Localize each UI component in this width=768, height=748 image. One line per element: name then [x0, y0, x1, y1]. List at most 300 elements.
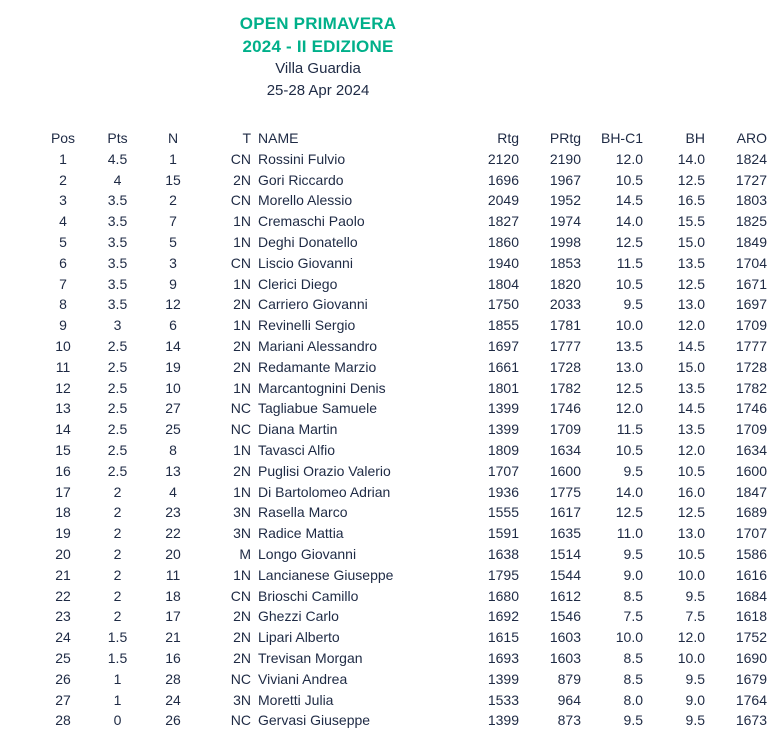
cell-name: Deghi Donatello: [258, 233, 358, 250]
cell-prtg: 2033: [549, 296, 581, 313]
cell-bh-c1: 8.5: [623, 670, 643, 687]
cell-pts: 2: [113, 566, 122, 583]
table-row: [38, 461, 767, 482]
cell-name: Mariani Alessandro: [258, 337, 378, 354]
table-row: [38, 149, 767, 170]
cell-t: NC: [230, 421, 251, 438]
cell-pos: 8: [59, 296, 67, 313]
cell-t: NC: [230, 400, 251, 417]
cell-bh-c1: 13.5: [615, 337, 643, 354]
cell-n: 6: [169, 317, 177, 334]
cell-aro: 1690: [735, 649, 767, 666]
cell-pos: 23: [55, 608, 71, 625]
cell-t: 2N: [233, 296, 251, 313]
cell-aro: 1746: [735, 400, 767, 417]
cell-aro: 1728: [735, 358, 767, 375]
cell-n: 2: [169, 192, 177, 209]
table-row: [38, 378, 767, 399]
cell-pos: 24: [55, 629, 71, 646]
cell-aro: 1586: [735, 545, 767, 562]
table-row: [38, 190, 767, 211]
cell-aro: 1671: [735, 275, 767, 292]
standings-body: [38, 149, 767, 731]
cell-prtg: 873: [557, 712, 581, 729]
cell-name: Gervasi Giuseppe: [258, 712, 371, 729]
cell-n: 11: [165, 566, 181, 583]
cell-n: 7: [169, 213, 177, 230]
cell-pos: 19: [55, 525, 71, 542]
cell-prtg: 1544: [549, 566, 581, 583]
cell-n: 24: [165, 691, 181, 708]
cell-prtg: 964: [557, 691, 581, 708]
cell-rtg: 1692: [487, 608, 519, 625]
cell-rtg: 1680: [487, 587, 519, 604]
cell-aro: 1697: [735, 296, 767, 313]
cell-pts: 3.5: [107, 233, 128, 250]
standings-table: [38, 128, 767, 731]
cell-pos: 1: [59, 150, 67, 167]
cell-prtg: 1709: [549, 421, 581, 438]
cell-n: 27: [165, 400, 181, 417]
tournament-dates: 25-28 Apr 2024: [266, 82, 370, 99]
cell-pos: 15: [55, 441, 71, 458]
cell-aro: 1673: [735, 712, 767, 729]
cell-n: 4: [169, 483, 177, 500]
cell-n: 10: [165, 379, 181, 396]
cell-rtg: 1399: [487, 400, 519, 417]
cell-prtg: 1746: [549, 400, 581, 417]
cell-n: 9: [169, 275, 177, 292]
cell-pts: 3.5: [107, 213, 128, 230]
cell-name: Di Bartolomeo Adrian: [258, 483, 391, 500]
cell-pts: 3: [113, 317, 122, 334]
table-row: [38, 606, 767, 627]
cell-pts: 0: [113, 712, 122, 729]
cell-pts: 3.5: [107, 192, 128, 209]
cell-bh-c1: 12.0: [615, 400, 643, 417]
cell-rtg: 1693: [487, 649, 519, 666]
cell-bh: 16.5: [677, 192, 705, 209]
cell-bh: 16.0: [677, 483, 705, 500]
cell-name: Morello Alessio: [258, 192, 353, 209]
cell-prtg: 1853: [549, 254, 581, 271]
column-header-prtg: PRtg: [549, 130, 581, 146]
cell-n: 17: [165, 608, 181, 625]
cell-n: 3: [169, 254, 177, 271]
table-row: [38, 648, 767, 669]
cell-name: Moretti Julia: [258, 691, 334, 708]
column-header-aro: ARO: [736, 130, 767, 146]
cell-aro: 1709: [735, 317, 767, 334]
cell-rtg: 1795: [487, 566, 519, 583]
cell-prtg: 1617: [549, 504, 581, 521]
table-row: [38, 357, 767, 378]
cell-aro: 1600: [735, 462, 767, 479]
cell-pts: 1: [113, 670, 122, 687]
cell-aro: 1709: [735, 421, 767, 438]
cell-prtg: 1603: [549, 629, 581, 646]
cell-pos: 7: [59, 275, 67, 292]
cell-pos: 28: [55, 712, 71, 729]
cell-t: 3N: [233, 525, 251, 542]
cell-pos: 5: [59, 233, 67, 250]
cell-t: CN: [230, 192, 251, 209]
cell-name: Trevisan Morgan: [258, 649, 363, 666]
table-row: [38, 565, 767, 586]
cell-prtg: 879: [557, 670, 581, 687]
cell-bh: 10.0: [677, 649, 705, 666]
cell-rtg: 1827: [487, 213, 519, 230]
cell-t: 2N: [233, 337, 251, 354]
cell-name: Revinelli Sergio: [258, 317, 356, 334]
cell-name: Lipari Alberto: [258, 629, 340, 646]
cell-n: 8: [169, 441, 177, 458]
cell-pos: 11: [55, 358, 71, 375]
cell-name: Viviani Andrea: [258, 670, 348, 687]
table-row: [38, 523, 767, 544]
cell-aro: 1752: [735, 629, 767, 646]
cell-name: Rasella Marco: [258, 504, 348, 521]
cell-t: 3N: [233, 691, 251, 708]
cell-bh: 13.5: [677, 421, 705, 438]
column-header-name: NAME: [258, 130, 299, 146]
cell-n: 13: [165, 462, 181, 479]
column-header-bh-c1: BH-C1: [600, 130, 643, 146]
cell-bh: 14.0: [677, 150, 705, 167]
cell-name: Redamante Marzio: [258, 358, 377, 375]
table-row: [38, 315, 767, 336]
table-row: [38, 669, 767, 690]
cell-pts: 2.5: [107, 358, 128, 375]
cell-bh-c1: 14.5: [615, 192, 643, 209]
cell-bh: 12.0: [677, 629, 705, 646]
cell-n: 21: [165, 629, 181, 646]
cell-t: 2N: [233, 649, 251, 666]
cell-bh: 10.5: [677, 462, 705, 479]
cell-t: CN: [230, 254, 251, 271]
cell-n: 18: [165, 587, 181, 604]
cell-prtg: 1998: [549, 233, 581, 250]
cell-bh-c1: 9.0: [623, 566, 643, 583]
table-row: [38, 710, 767, 731]
cell-pos: 4: [59, 213, 67, 230]
cell-bh: 7.5: [685, 608, 705, 625]
cell-pts: 3.5: [107, 275, 128, 292]
cell-t: 3N: [233, 504, 251, 521]
cell-prtg: 1514: [549, 545, 581, 562]
cell-bh: 13.0: [677, 296, 705, 313]
cell-prtg: 1635: [549, 525, 581, 542]
cell-pos: 21: [55, 566, 71, 583]
cell-rtg: 1697: [487, 337, 519, 354]
cell-t: NC: [230, 712, 251, 729]
cell-bh-c1: 12.5: [615, 233, 643, 250]
cell-t: 1N: [233, 275, 251, 292]
cell-bh: 9.5: [685, 712, 705, 729]
table-row: [38, 586, 767, 607]
cell-prtg: 1728: [549, 358, 581, 375]
cell-n: 25: [165, 421, 181, 438]
table-row: [38, 336, 767, 357]
cell-t: 1N: [233, 317, 251, 334]
standings-header-row: [38, 128, 767, 149]
cell-aro: 1689: [735, 504, 767, 521]
cell-bh-c1: 13.0: [615, 358, 643, 375]
cell-rtg: 1696: [487, 171, 519, 188]
cell-pos: 13: [55, 400, 71, 417]
column-header-n: N: [167, 130, 179, 146]
cell-t: 2N: [233, 462, 251, 479]
cell-bh-c1: 12.5: [615, 379, 643, 396]
column-header-bh: BH: [685, 130, 705, 146]
cell-bh: 10.5: [677, 545, 705, 562]
cell-pos: 6: [59, 254, 67, 271]
cell-aro: 1618: [735, 608, 767, 625]
cell-pos: 14: [55, 421, 71, 438]
cell-pts: 4.5: [107, 150, 128, 167]
cell-bh-c1: 11.5: [616, 254, 643, 271]
cell-pts: 2.5: [107, 421, 128, 438]
cell-rtg: 1555: [487, 504, 519, 521]
cell-pts: 2: [113, 504, 122, 521]
cell-name: Puglisi Orazio Valerio: [258, 462, 391, 479]
cell-pos: 3: [59, 192, 67, 209]
cell-bh: 9.0: [685, 691, 705, 708]
table-row: [38, 502, 767, 523]
cell-bh: 12.0: [677, 441, 705, 458]
cell-n: 16: [165, 649, 181, 666]
table-row: [38, 690, 767, 711]
cell-name: Liscio Giovanni: [258, 254, 353, 271]
cell-aro: 1707: [735, 525, 767, 542]
cell-n: 12: [165, 296, 181, 313]
cell-name: Gori Riccardo: [258, 171, 344, 188]
table-row: [38, 544, 767, 565]
table-row: [38, 440, 767, 461]
cell-pts: 2.5: [107, 462, 128, 479]
tournament-location: Villa Guardia: [275, 60, 361, 77]
cell-n: 26: [165, 712, 181, 729]
document-header: [0, 12, 636, 102]
cell-pos: 18: [55, 504, 71, 521]
cell-aro: 1847: [735, 483, 767, 500]
cell-t: NC: [230, 670, 251, 687]
cell-bh: 14.5: [677, 400, 705, 417]
cell-t: 2N: [233, 358, 251, 375]
cell-bh: 14.5: [677, 337, 705, 354]
cell-name: Ghezzi Carlo: [258, 608, 339, 625]
cell-bh-c1: 11.0: [616, 525, 643, 542]
cell-pos: 2: [59, 171, 67, 188]
cell-aro: 1764: [735, 691, 767, 708]
cell-name: Diana Martin: [258, 421, 338, 438]
cell-bh-c1: 10.5: [615, 275, 643, 292]
cell-pos: 27: [55, 691, 71, 708]
cell-pos: 10: [55, 337, 71, 354]
cell-pts: 1: [113, 691, 122, 708]
cell-pos: 22: [55, 587, 71, 604]
table-row: [38, 294, 767, 315]
cell-rtg: 1399: [487, 670, 519, 687]
cell-bh: 12.5: [677, 171, 705, 188]
cell-bh: 15.0: [677, 358, 705, 375]
cell-n: 22: [165, 525, 181, 542]
cell-aro: 1803: [735, 192, 767, 209]
cell-n: 19: [165, 358, 181, 375]
cell-n: 20: [165, 545, 181, 562]
cell-bh: 13.5: [677, 254, 705, 271]
cell-n: 28: [165, 670, 181, 687]
cell-bh: 13.0: [677, 525, 705, 542]
cell-bh: 12.0: [677, 317, 705, 334]
cell-prtg: 1967: [549, 171, 581, 188]
cell-aro: 1849: [735, 233, 767, 250]
column-header-pos: Pos: [50, 130, 76, 146]
table-row: [38, 232, 767, 253]
cell-bh-c1: 10.0: [615, 629, 643, 646]
cell-rtg: 1804: [487, 275, 519, 292]
cell-t: 1N: [233, 483, 251, 500]
cell-bh-c1: 8.0: [623, 691, 643, 708]
cell-rtg: 1661: [487, 358, 519, 375]
cell-rtg: 2120: [487, 150, 519, 167]
cell-prtg: 1782: [549, 379, 581, 396]
cell-aro: 1704: [735, 254, 767, 271]
tournament-edition: 2024 - II EDIZIONE: [242, 37, 394, 56]
cell-name: Carriero Giovanni: [258, 296, 368, 313]
cell-bh-c1: 14.0: [615, 213, 643, 230]
cell-name: Lancianese Giuseppe: [258, 566, 394, 583]
cell-pts: 3.5: [107, 254, 128, 271]
cell-aro: 1634: [735, 441, 767, 458]
cell-bh-c1: 8.5: [623, 587, 643, 604]
table-row: [38, 170, 767, 191]
cell-aro: 1777: [735, 337, 767, 354]
cell-aro: 1782: [735, 379, 767, 396]
cell-bh: 9.5: [685, 670, 705, 687]
cell-rtg: 1399: [487, 712, 519, 729]
cell-n: 14: [165, 337, 181, 354]
cell-pts: 1.5: [107, 629, 128, 646]
cell-aro: 1825: [735, 213, 767, 230]
table-row: [38, 419, 767, 440]
cell-pts: 2.5: [107, 400, 128, 417]
table-row: [38, 211, 767, 232]
cell-bh-c1: 9.5: [623, 545, 643, 562]
cell-aro: 1616: [735, 566, 767, 583]
cell-n: 1: [169, 150, 177, 167]
cell-rtg: 1707: [487, 462, 519, 479]
cell-prtg: 1974: [549, 213, 581, 230]
cell-rtg: 1940: [487, 254, 519, 271]
cell-prtg: 1775: [549, 483, 581, 500]
cell-bh-c1: 9.5: [623, 462, 643, 479]
cell-n: 23: [165, 504, 181, 521]
cell-prtg: 1612: [549, 587, 581, 604]
cell-aro: 1684: [735, 587, 767, 604]
table-row: [38, 253, 767, 274]
cell-aro: 1679: [735, 670, 767, 687]
cell-pos: 17: [55, 483, 71, 500]
cell-bh-c1: 10.5: [615, 441, 643, 458]
cell-t: 2N: [233, 171, 251, 188]
cell-rtg: 1399: [487, 421, 519, 438]
cell-bh-c1: 12.0: [615, 150, 643, 167]
cell-bh: 12.5: [677, 504, 705, 521]
cell-pts: 2: [113, 525, 122, 542]
cell-pts: 2: [113, 587, 122, 604]
cell-t: 1N: [233, 566, 251, 583]
cell-pos: 12: [55, 379, 71, 396]
cell-pos: 16: [55, 462, 71, 479]
cell-bh-c1: 9.5: [623, 296, 643, 313]
cell-t: 1N: [233, 441, 251, 458]
cell-name: Clerici Diego: [258, 275, 338, 292]
cell-rtg: 1801: [487, 379, 519, 396]
cell-pos: 20: [55, 545, 71, 562]
cell-name: Tagliabue Samuele: [258, 400, 378, 417]
table-row: [38, 274, 767, 295]
cell-pts: 1.5: [107, 649, 128, 666]
cell-bh: 9.5: [685, 587, 705, 604]
cell-pts: 4: [113, 171, 122, 188]
cell-pts: 2.5: [107, 379, 128, 396]
cell-bh: 12.5: [677, 275, 705, 292]
cell-aro: 1824: [735, 150, 767, 167]
cell-name: Longo Giovanni: [258, 545, 357, 562]
cell-bh: 13.5: [677, 379, 705, 396]
table-row: [38, 482, 767, 503]
cell-t: 2N: [233, 608, 251, 625]
cell-prtg: 1781: [549, 317, 581, 334]
cell-bh: 10.0: [677, 566, 705, 583]
cell-bh: 15.5: [677, 213, 705, 230]
cell-bh-c1: 11.5: [616, 421, 643, 438]
cell-bh-c1: 10.0: [615, 317, 643, 334]
cell-rtg: 1591: [487, 525, 519, 542]
cell-t: CN: [230, 150, 251, 167]
cell-aro: 1727: [735, 171, 767, 188]
cell-rtg: 1936: [487, 483, 519, 500]
cell-bh-c1: 7.5: [623, 608, 643, 625]
cell-name: Brioschi Camillo: [258, 587, 359, 604]
cell-pts: 2: [113, 545, 122, 562]
cell-rtg: 1533: [487, 691, 519, 708]
cell-prtg: 1603: [549, 649, 581, 666]
cell-t: CN: [230, 587, 251, 604]
cell-pos: 9: [59, 317, 67, 334]
cell-rtg: 1638: [487, 545, 519, 562]
cell-pts: 2: [113, 483, 122, 500]
cell-t: 1N: [233, 379, 251, 396]
cell-prtg: 1777: [549, 337, 581, 354]
cell-pts: 2: [113, 608, 122, 625]
cell-bh-c1: 9.5: [623, 712, 643, 729]
cell-prtg: 1820: [549, 275, 581, 292]
cell-pos: 26: [55, 670, 71, 687]
cell-name: Cremaschi Paolo: [258, 213, 365, 230]
cell-rtg: 1855: [487, 317, 519, 334]
cell-prtg: 2190: [549, 150, 581, 167]
cell-t: 1N: [233, 233, 251, 250]
tournament-title: OPEN PRIMAVERA: [239, 14, 397, 33]
cell-n: 5: [169, 233, 177, 250]
cell-pts: 2.5: [107, 441, 128, 458]
cell-bh: 15.0: [677, 233, 705, 250]
column-header-t: T: [242, 130, 251, 146]
cell-rtg: 1615: [487, 629, 519, 646]
cell-prtg: 1952: [549, 192, 581, 209]
